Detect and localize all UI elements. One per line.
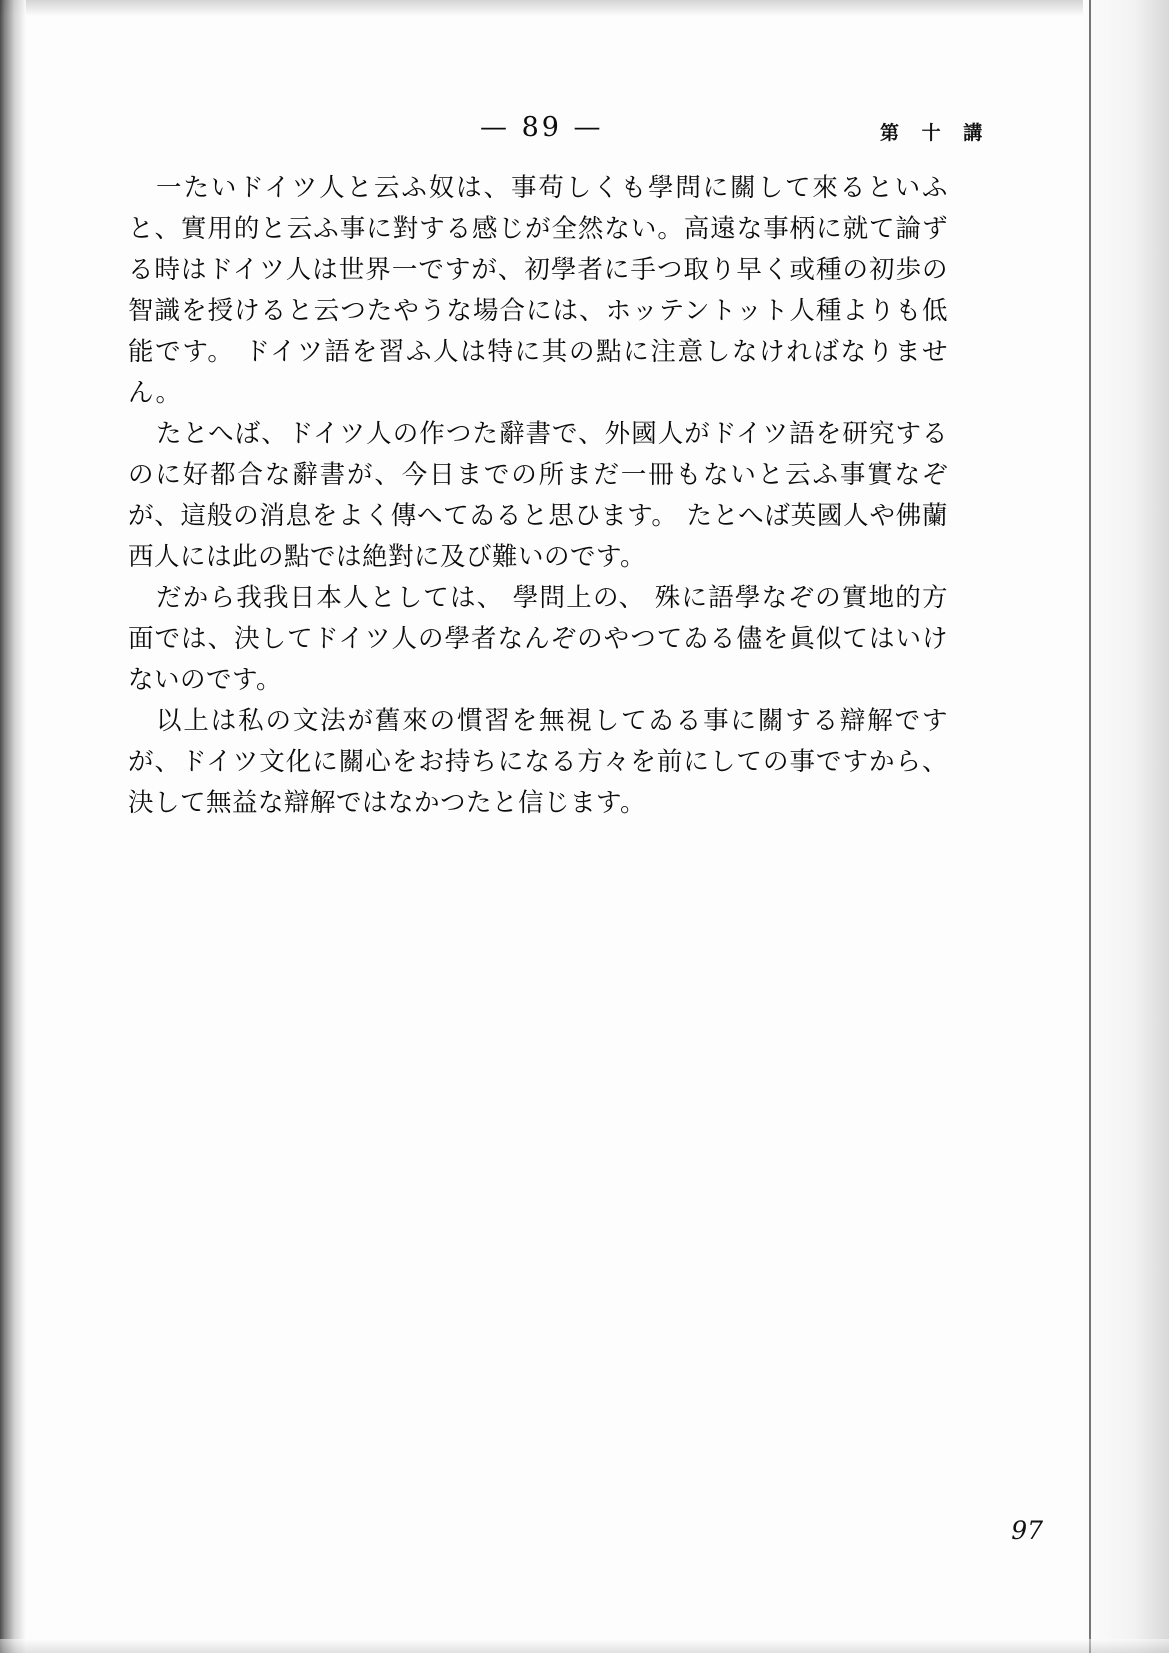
paragraph-1: 一たいドイツ人と云ふ奴は、事苟しくも學問に關して來るといふと、實用的と云ふ事に對する感じが全然ない。高遠な事柄に就て論ずる時はドイツ人は世界一ですが、初學者に手つ取り早く或種の初歩の智識を授けると云つたやうな場合には、ホッテントット人種よりも低能です。 ドイツ語を習ふ人は特に其の點に注意しなければなりません。 [128,173,948,408]
page-number: 97 [1011,1516,1043,1545]
folio-number: — 89 — [480,112,604,143]
paragraph-3: だから我我日本人としては、 學問上の、 殊に語學なぞの實地的方面では、決してドイツ人の學者なんぞのやつてゐる儘を眞似てはいけないのです。 [128,583,948,695]
paragraph-2: たとへば、ドイツ人の作つた辭書で、外國人がドイツ語を研究するのに好都合な辭書が、今日までの所まだ一冊もないと云ふ事實なぞが、這般の消息をよく傳へてゐると思ひます。 たとへば英國人や佛蘭西人には此の點では絶對に及び難いのです。 [128,419,948,572]
running-head [120,112,1000,146]
chapter-heading: 第 十 講 [880,122,991,144]
body-text-block [128,168,948,824]
paragraph-4: 以上は私の文法が舊來の慣習を無視してゐる事に關する辯解ですが、ドイツ文化に關心をお持ちになる方々を前にしての事ですから、決して無益な辯解ではなかつたと信じます。 [128,706,948,818]
